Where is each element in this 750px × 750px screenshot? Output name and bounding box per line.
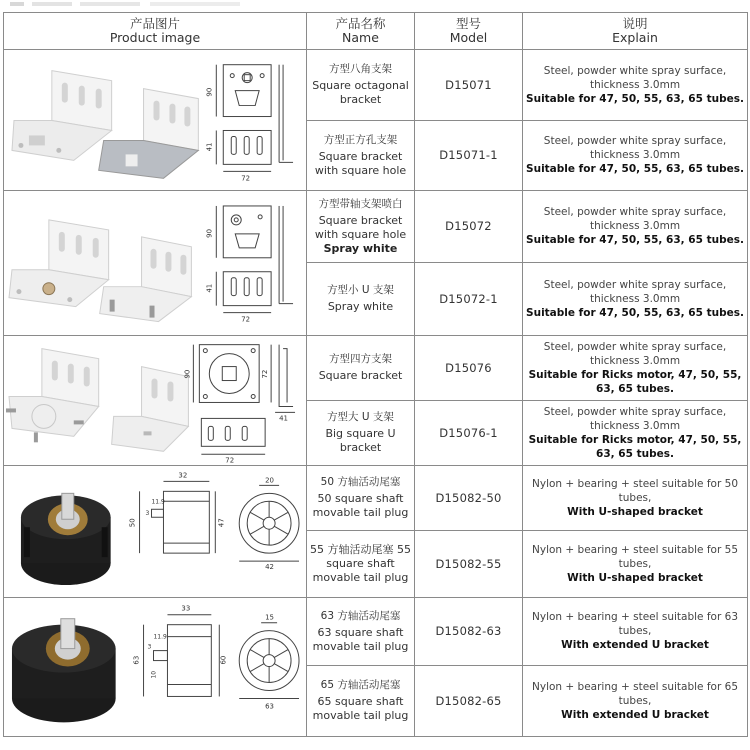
dim-width-label: 72 <box>225 455 235 464</box>
product-explain: Steel, powder white spray surface, thickness 3.0mm Suitable for Ricks motor, 47, 50, 55, 63, 65 tubes. <box>523 335 748 400</box>
dim-height-label: 90 <box>205 229 214 238</box>
product-name: 方型八角支架 Square octagonal bracket <box>307 50 415 121</box>
bracket-photo-right <box>99 89 199 179</box>
dim-depth-label: 41 <box>205 283 214 293</box>
product-model: D15076-1 <box>415 400 523 465</box>
bracket-technical-drawing <box>216 206 293 313</box>
product-name: 方型四方支架 Square bracket <box>307 335 415 400</box>
dim-width-label: 72 <box>241 174 251 183</box>
dim-height-label: 90 <box>205 87 214 97</box>
product-name: 方型正方孔支架 Square bracket with square hole <box>307 120 415 191</box>
product-explain: Steel, powder white spray surface, thickness 3.0mm Suitable for Ricks motor, 47, 50, 55, 63, 65 tubes. <box>523 400 748 465</box>
product-name: 63 方轴活动尾塞 63 square shaft movable tail plug <box>307 597 415 665</box>
dim-length-label: 33 <box>181 604 191 613</box>
product-name: 65 方轴活动尾塞 65 square shaft movable tail plug <box>307 665 415 736</box>
dim-diameter-label: 63 <box>132 655 141 665</box>
table-row <box>4 335 748 400</box>
dim-shaft-label: 11.9 <box>153 633 167 641</box>
dim-height-label: 90 <box>183 369 192 379</box>
tail-plug-illustration <box>4 598 306 736</box>
tail-plug-illustration <box>4 466 306 597</box>
product-model: D15076 <box>415 335 523 400</box>
dim-side-label: 72 <box>261 369 270 379</box>
dim-diameter-label: 50 <box>128 517 137 527</box>
product-explain: Steel, powder white spray surface, thickness 3.0mm Suitable for 47, 50, 55, 63, 65 tubes. <box>523 262 748 335</box>
col-header-image: 产品图片 Product image <box>4 13 307 50</box>
product-name: 方型带轴支架喷白 Square bracket with square hole Spray white <box>307 191 415 263</box>
product-name: 方型大 U 支架 Big square U bracket <box>307 400 415 465</box>
product-explain: Nylon + bearing + steel suitable for 63 tubes, With extended U bracket <box>523 597 748 665</box>
dim-offset-label: 3 <box>145 509 150 517</box>
product-image-tail-plug-50 <box>4 465 307 597</box>
bracket-technical-drawing <box>193 344 295 454</box>
product-model: D15082-65 <box>415 665 523 736</box>
dim-top-label: 15 <box>265 613 275 622</box>
product-image-spray-white-bracket <box>4 191 307 336</box>
product-model: D15072 <box>415 191 523 263</box>
product-model: D15082-55 <box>415 531 523 598</box>
col-header-explain: 说明 Explain <box>523 13 748 50</box>
tail-plug-side-drawing <box>144 615 220 697</box>
dim-depth-label: 41 <box>205 142 214 152</box>
bracket-technical-drawing <box>216 65 293 172</box>
product-explain: Nylon + bearing + steel suitable for 55 tubes, With U-shaped bracket <box>523 531 748 598</box>
product-name: 55 方轴活动尾塞 55 square shaft movable tail plug <box>307 531 415 598</box>
dim-body-label: 47 <box>217 517 226 527</box>
product-model: D15082-50 <box>415 465 523 531</box>
bracket-illustration <box>4 191 306 335</box>
bracket-photo-left <box>6 348 99 442</box>
dim-offset-label: 3 <box>147 643 152 651</box>
table-row <box>4 465 748 531</box>
dim-body-label: 60 <box>219 655 228 665</box>
bracket-photo-right <box>112 366 192 451</box>
product-explain: Steel, powder white spray surface, thickness 3.0mm Suitable for 47, 50, 55, 63, 65 tubes. <box>523 50 748 121</box>
product-name: 方型小 U 支架 Spray white <box>307 262 415 335</box>
table-header-row <box>4 13 748 50</box>
dim-shaft-label: 11.9 <box>151 497 165 505</box>
col-header-name: 产品名称 Name <box>307 13 415 50</box>
product-spec-table <box>3 12 748 737</box>
tail-plug-end-drawing <box>239 623 299 699</box>
product-name: 50 方轴活动尾塞 50 square shaft movable tail plug <box>307 465 415 531</box>
tail-plug-side-drawing <box>140 481 216 553</box>
table-row <box>4 597 748 665</box>
product-explain: Nylon + bearing + steel suitable for 50 tubes, With U-shaped bracket <box>523 465 748 531</box>
product-model: D15071 <box>415 50 523 121</box>
dim-bottom-label: 42 <box>265 562 275 571</box>
dim-top-label: 20 <box>265 475 275 484</box>
bracket-illustration <box>4 336 306 465</box>
product-explain: Steel, powder white spray surface, thickness 3.0mm Suitable for 47, 50, 55, 63, 65 tubes. <box>523 120 748 191</box>
bracket-photo-right <box>100 237 192 322</box>
dim-square-label: 10 <box>150 670 158 679</box>
product-image-square-bracket <box>4 335 307 465</box>
tail-plug-photo <box>21 493 111 585</box>
dim-width-label: 72 <box>241 315 251 324</box>
product-model: D15082-63 <box>415 597 523 665</box>
product-model: D15072-1 <box>415 262 523 335</box>
tail-plug-end-drawing <box>239 485 299 561</box>
product-image-tail-plug-63 <box>4 597 307 736</box>
table-row <box>4 191 748 263</box>
product-model: D15071-1 <box>415 120 523 191</box>
tail-plug-photo <box>12 619 116 723</box>
table-row <box>4 50 748 121</box>
bracket-illustration <box>4 50 306 190</box>
col-header-model: 型号 Model <box>415 13 523 50</box>
product-explain: Nylon + bearing + steel suitable for 65 tubes, With extended U bracket <box>523 665 748 736</box>
faded-header-text <box>10 0 250 8</box>
product-image-octagonal-bracket <box>4 50 307 191</box>
dim-bottom-label: 63 <box>265 702 275 711</box>
bracket-photo-left <box>12 71 112 161</box>
product-explain: Steel, powder white spray surface, thickness 3.0mm Suitable for 47, 50, 55, 63, 65 tubes. <box>523 191 748 263</box>
bracket-photo-left <box>9 220 109 307</box>
dim-length-label: 32 <box>178 470 188 479</box>
dim-depth-label: 41 <box>279 413 288 422</box>
